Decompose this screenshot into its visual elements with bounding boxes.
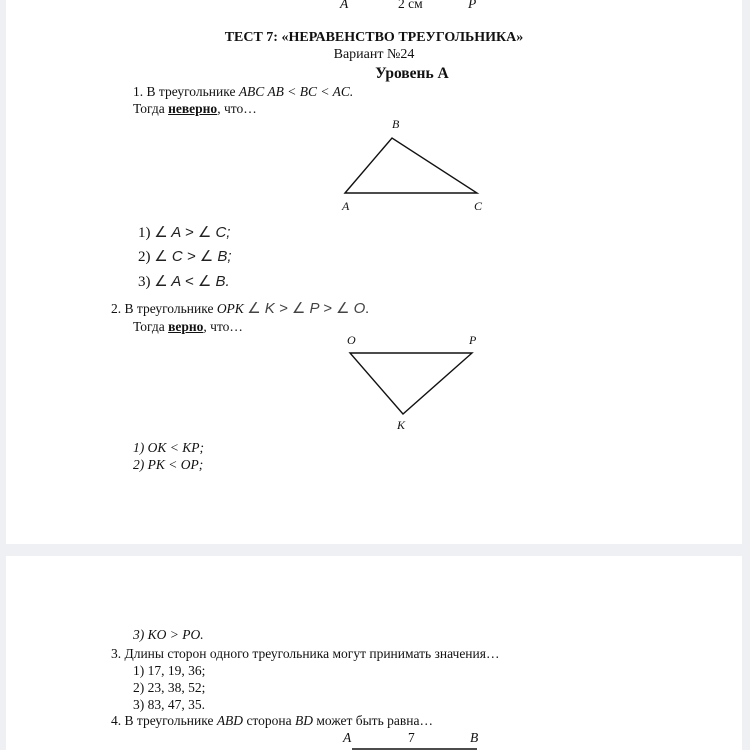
level-heading: Уровень А	[375, 65, 449, 82]
q3-option-2: 2) 23, 38, 52;	[133, 680, 206, 695]
vertex-label-p: P	[469, 333, 477, 347]
q2-option-3: 3) KO > PO.	[133, 627, 204, 642]
vertex-label-k: K	[397, 418, 406, 432]
triangle-abc	[345, 138, 477, 193]
q1-option-3: 3) ∠ A < ∠ B.	[138, 273, 230, 290]
q2-statement: 2. В треугольнике OPK ∠ K > ∠ P > ∠ O.	[111, 300, 369, 317]
fragment-label-a: A	[340, 0, 349, 11]
vertex-label-c: C	[474, 199, 483, 213]
bottom-label-b: B	[470, 730, 479, 745]
bottom-length: 7	[408, 730, 415, 745]
fragment-length: 2 см	[398, 0, 423, 11]
document-page-1	[6, 0, 742, 544]
q1-emphasis: неверно	[168, 101, 218, 116]
q1-option-2: 2) ∠ C > ∠ B;	[138, 248, 232, 265]
q3-statement: 3. Длины сторон одного треугольника могут принимать значения…	[111, 646, 500, 661]
vertex-label-o: O	[347, 333, 356, 347]
document-page-2	[6, 556, 742, 750]
variant-label: Вариант №24	[333, 47, 415, 62]
q4-statement: 4. В треугольнике ABD сторона BD может быть равна…	[111, 713, 433, 728]
q2-prompt: Тогда верно, что…	[133, 319, 243, 334]
q2-emphasis: верно	[168, 319, 204, 334]
vertex-label-b: B	[392, 117, 400, 131]
q3-option-3: 3) 83, 47, 35.	[133, 697, 205, 712]
triangle-opk	[350, 353, 472, 414]
q2-option-2: 2) PK < OP;	[133, 457, 204, 472]
q2-angle-relation: ∠ K > ∠ P > ∠ O	[247, 300, 366, 317]
test-title: ТЕСТ 7: «НЕРАВЕНСТВО ТРЕУГОЛЬНИКА»	[224, 30, 524, 45]
vertex-label-a: A	[342, 199, 350, 213]
q3-option-1: 1) 17, 19, 36;	[133, 663, 206, 678]
q1-prompt: Тогда неверно, что…	[133, 101, 257, 116]
fragment-label-p: P	[468, 0, 477, 11]
q1-option-1: 1) ∠ A > ∠ C;	[138, 224, 231, 241]
q2-option-1: 1) OK < KP;	[133, 440, 204, 455]
q1-statement: 1. В треугольнике ABC AB < BC < AC.	[133, 84, 354, 99]
bottom-label-a: A	[343, 730, 352, 745]
